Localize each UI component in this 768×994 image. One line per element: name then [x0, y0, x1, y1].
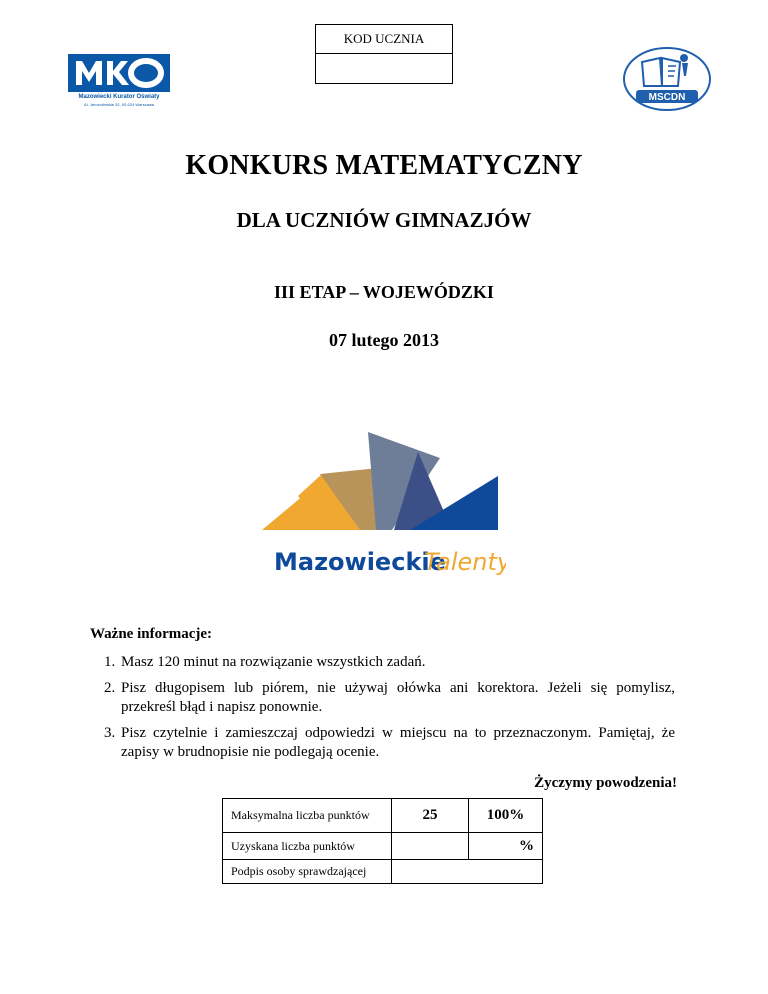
mscdn-logo-icon [622, 46, 712, 112]
page-title: KONKURS MATEMATYCZNY [185, 150, 583, 181]
list-item-text: Masz 120 minut na rozwiązanie wszystkich zadań. [121, 654, 426, 670]
list-item [90, 679, 675, 717]
list-item-number: 1. [104, 654, 116, 670]
mscdn-logo [622, 46, 712, 112]
list-item-text: Pisz czytelnie i zamieszczaj odpowiedzi w miejscu na to przeznaczonym. Pamiętaj, że zapisy w brudnopisie nie podlegają ocenie. [121, 725, 675, 760]
score-label: Maksymalna liczba punktów [223, 799, 392, 833]
mko-address: Al. Jerozolimskie 32, 00-024 Warszawa [84, 102, 154, 107]
table-row [223, 799, 543, 833]
score-percent[interactable]: % [469, 833, 543, 860]
signature-field[interactable] [392, 860, 543, 884]
score-label: Podpis osoby sprawdzającej [223, 860, 392, 884]
score-points[interactable] [392, 833, 469, 860]
mazowieckie-talenty-logo-icon [262, 430, 506, 590]
score-points: 25 [392, 799, 469, 833]
score-percent: 100% [469, 799, 543, 833]
mazowieckie-talenty-logo [262, 430, 506, 590]
stage-label: III ETAP – WOJEWÓDZKI [274, 282, 494, 302]
score-table [222, 798, 543, 884]
mko-logo [68, 54, 170, 124]
list-item-number: 3. [104, 725, 116, 741]
mko-logo-icon [68, 54, 170, 92]
mscdn-logo-text: MSCDN [648, 92, 686, 103]
table-row [223, 860, 543, 884]
mko-name: Mazowiecki Kurator Oświaty [78, 94, 160, 100]
good-luck-message: Życzymy powodzenia! [534, 775, 677, 791]
logo-word-mazowieckie: Mazowieckie [274, 548, 446, 576]
info-heading: Ważne informacje: [90, 626, 213, 642]
score-label: Uzyskana liczba punktów [223, 833, 392, 860]
list-item [90, 653, 675, 672]
logo-word-talenty: Talenty [424, 548, 506, 576]
list-item [90, 724, 675, 762]
table-row [223, 833, 543, 860]
list-item-number: 2. [104, 680, 116, 696]
exam-date: 07 lutego 2013 [329, 330, 439, 350]
student-code-field[interactable] [316, 54, 452, 84]
info-list [90, 646, 675, 762]
student-code-label: KOD UCZNIA [316, 25, 452, 54]
list-item-text: Pisz długopisem lub piórem, nie używaj ołówka ani korektora. Jeżeli się pomylisz, przekreśl błąd i napisz ponownie. [121, 680, 675, 715]
student-code-box [315, 24, 453, 84]
page-subtitle: DLA UCZNIÓW GIMNAZJÓW [236, 208, 532, 232]
